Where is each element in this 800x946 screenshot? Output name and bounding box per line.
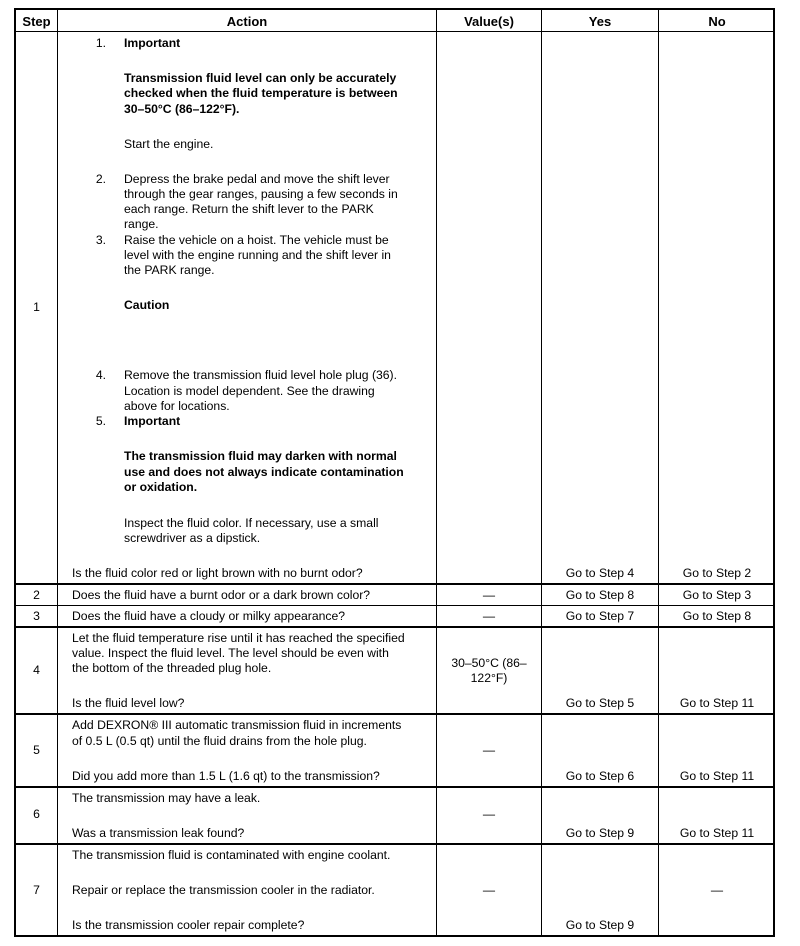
instruction-text: Remove the transmission fluid level hole plug (36). [124, 368, 397, 382]
instruction-text: range. [124, 217, 159, 231]
step-number: 5 [33, 743, 40, 757]
question-text: Did you add more than 1.5 L (1.6 qt) to the transmission? [72, 769, 380, 783]
item-number: 2. [95, 172, 106, 186]
yes-result: Go to Step 9 [565, 826, 635, 840]
value-text: — [482, 743, 496, 757]
caution-label: Caution [124, 298, 170, 312]
step-number: 3 [33, 609, 40, 623]
row-divider [16, 843, 773, 845]
instruction-text: of 0.5 L (0.5 qt) until the fluid drains from the hole plug. [72, 734, 367, 748]
no-result: Go to Step 11 [679, 769, 755, 783]
no-result: Go to Step 3 [682, 588, 752, 602]
instruction-text: the bottom of the threaded plug hole. [72, 661, 272, 675]
instruction-text: level with the engine running and the shift lever in [124, 248, 391, 262]
value-text: — [482, 609, 496, 623]
instruction-text: Location is model dependent. See the drawing [124, 384, 375, 398]
yes-result: Go to Step 9 [565, 918, 635, 932]
item-number: 5. [95, 414, 106, 428]
no-result: Go to Step 11 [679, 696, 755, 710]
value-text: — [482, 588, 496, 602]
row-divider [16, 626, 773, 628]
instruction-text: screwdriver as a dipstick. [124, 531, 261, 545]
important-text: checked when the fluid temperature is between [124, 86, 398, 100]
header-yes: Yes [588, 13, 612, 29]
question-text: Is the transmission cooler repair complete? [72, 918, 305, 932]
instruction-text: Depress the brake pedal and move the shift lever [124, 172, 390, 186]
instruction-text: Add DEXRON® III automatic transmission fluid in increments [72, 718, 402, 732]
question-text: Is the fluid level low? [72, 696, 185, 710]
important-label: Important [124, 36, 181, 50]
yes-result: Go to Step 4 [565, 566, 635, 580]
row-divider [16, 713, 773, 715]
important-text: Transmission fluid level can only be accurately [124, 71, 397, 85]
important-text: The transmission fluid may darken with normal [124, 449, 397, 463]
diagnostic-table [14, 8, 775, 937]
no-result: Go to Step 11 [679, 826, 755, 840]
instruction-text: through the gear ranges, pausing a few seconds in [124, 187, 398, 201]
item-number: 3. [95, 233, 106, 247]
important-text: or oxidation. [124, 480, 198, 494]
yes-result: Go to Step 7 [565, 609, 635, 623]
instruction-text: each range. Return the shift lever to the PARK [124, 202, 374, 216]
no-result: — [710, 883, 724, 897]
header-step: Step [22, 13, 51, 29]
value-text: 30–50°C (86– [451, 656, 527, 670]
important-text: use and does not always indicate contamination [124, 465, 404, 479]
instruction-text: above for locations. [124, 399, 230, 413]
important-label: Important [124, 414, 181, 428]
row-divider [16, 786, 773, 788]
header-action: Action [226, 13, 268, 29]
yes-result: Go to Step 5 [565, 696, 635, 710]
instruction-text: Start the engine. [124, 137, 214, 151]
instruction-text: Let the fluid temperature rise until it has reached the specified [72, 631, 405, 645]
row-divider [16, 605, 773, 606]
no-result: Go to Step 2 [682, 566, 752, 580]
col-divider [541, 10, 542, 935]
step-number: 2 [33, 588, 40, 602]
row-divider [16, 583, 773, 585]
instruction-text: the PARK range. [124, 263, 215, 277]
question-text: Does the fluid have a cloudy or milky appearance? [72, 609, 346, 623]
value-text: — [482, 883, 496, 897]
instruction-text: Repair or replace the transmission cooler in the radiator. [72, 883, 375, 897]
instruction-text: Raise the vehicle on a hoist. The vehicle must be [124, 233, 389, 247]
col-divider [57, 10, 58, 935]
question-text: Was a transmission leak found? [72, 826, 245, 840]
header-no: No [708, 13, 726, 29]
question-text: Does the fluid have a burnt odor or a dark brown color? [72, 588, 371, 602]
item-number: 4. [95, 368, 106, 382]
step-number: 6 [33, 807, 40, 821]
step-number: 4 [33, 663, 40, 677]
yes-result: Go to Step 6 [565, 769, 635, 783]
value-text: — [482, 807, 496, 821]
instruction-text: value. Inspect the fluid level. The level should be even with [72, 646, 389, 660]
step-number: 7 [33, 883, 40, 897]
instruction-text: The transmission may have a leak. [72, 791, 261, 805]
item-number: 1. [95, 36, 106, 50]
yes-result: Go to Step 8 [565, 588, 635, 602]
col-divider [658, 10, 659, 935]
question-text: Is the fluid color red or light brown with no burnt odor? [72, 566, 363, 580]
instruction-text: The transmission fluid is contaminated with engine coolant. [72, 848, 391, 862]
value-text: 122°F) [470, 671, 508, 685]
important-text: 30–50°C (86–122°F). [124, 102, 240, 116]
instruction-text: Inspect the fluid color. If necessary, use a small [124, 516, 379, 530]
header-values: Value(s) [464, 13, 514, 29]
step-number: 1 [33, 300, 40, 314]
no-result: Go to Step 8 [682, 609, 752, 623]
col-divider [436, 10, 437, 935]
